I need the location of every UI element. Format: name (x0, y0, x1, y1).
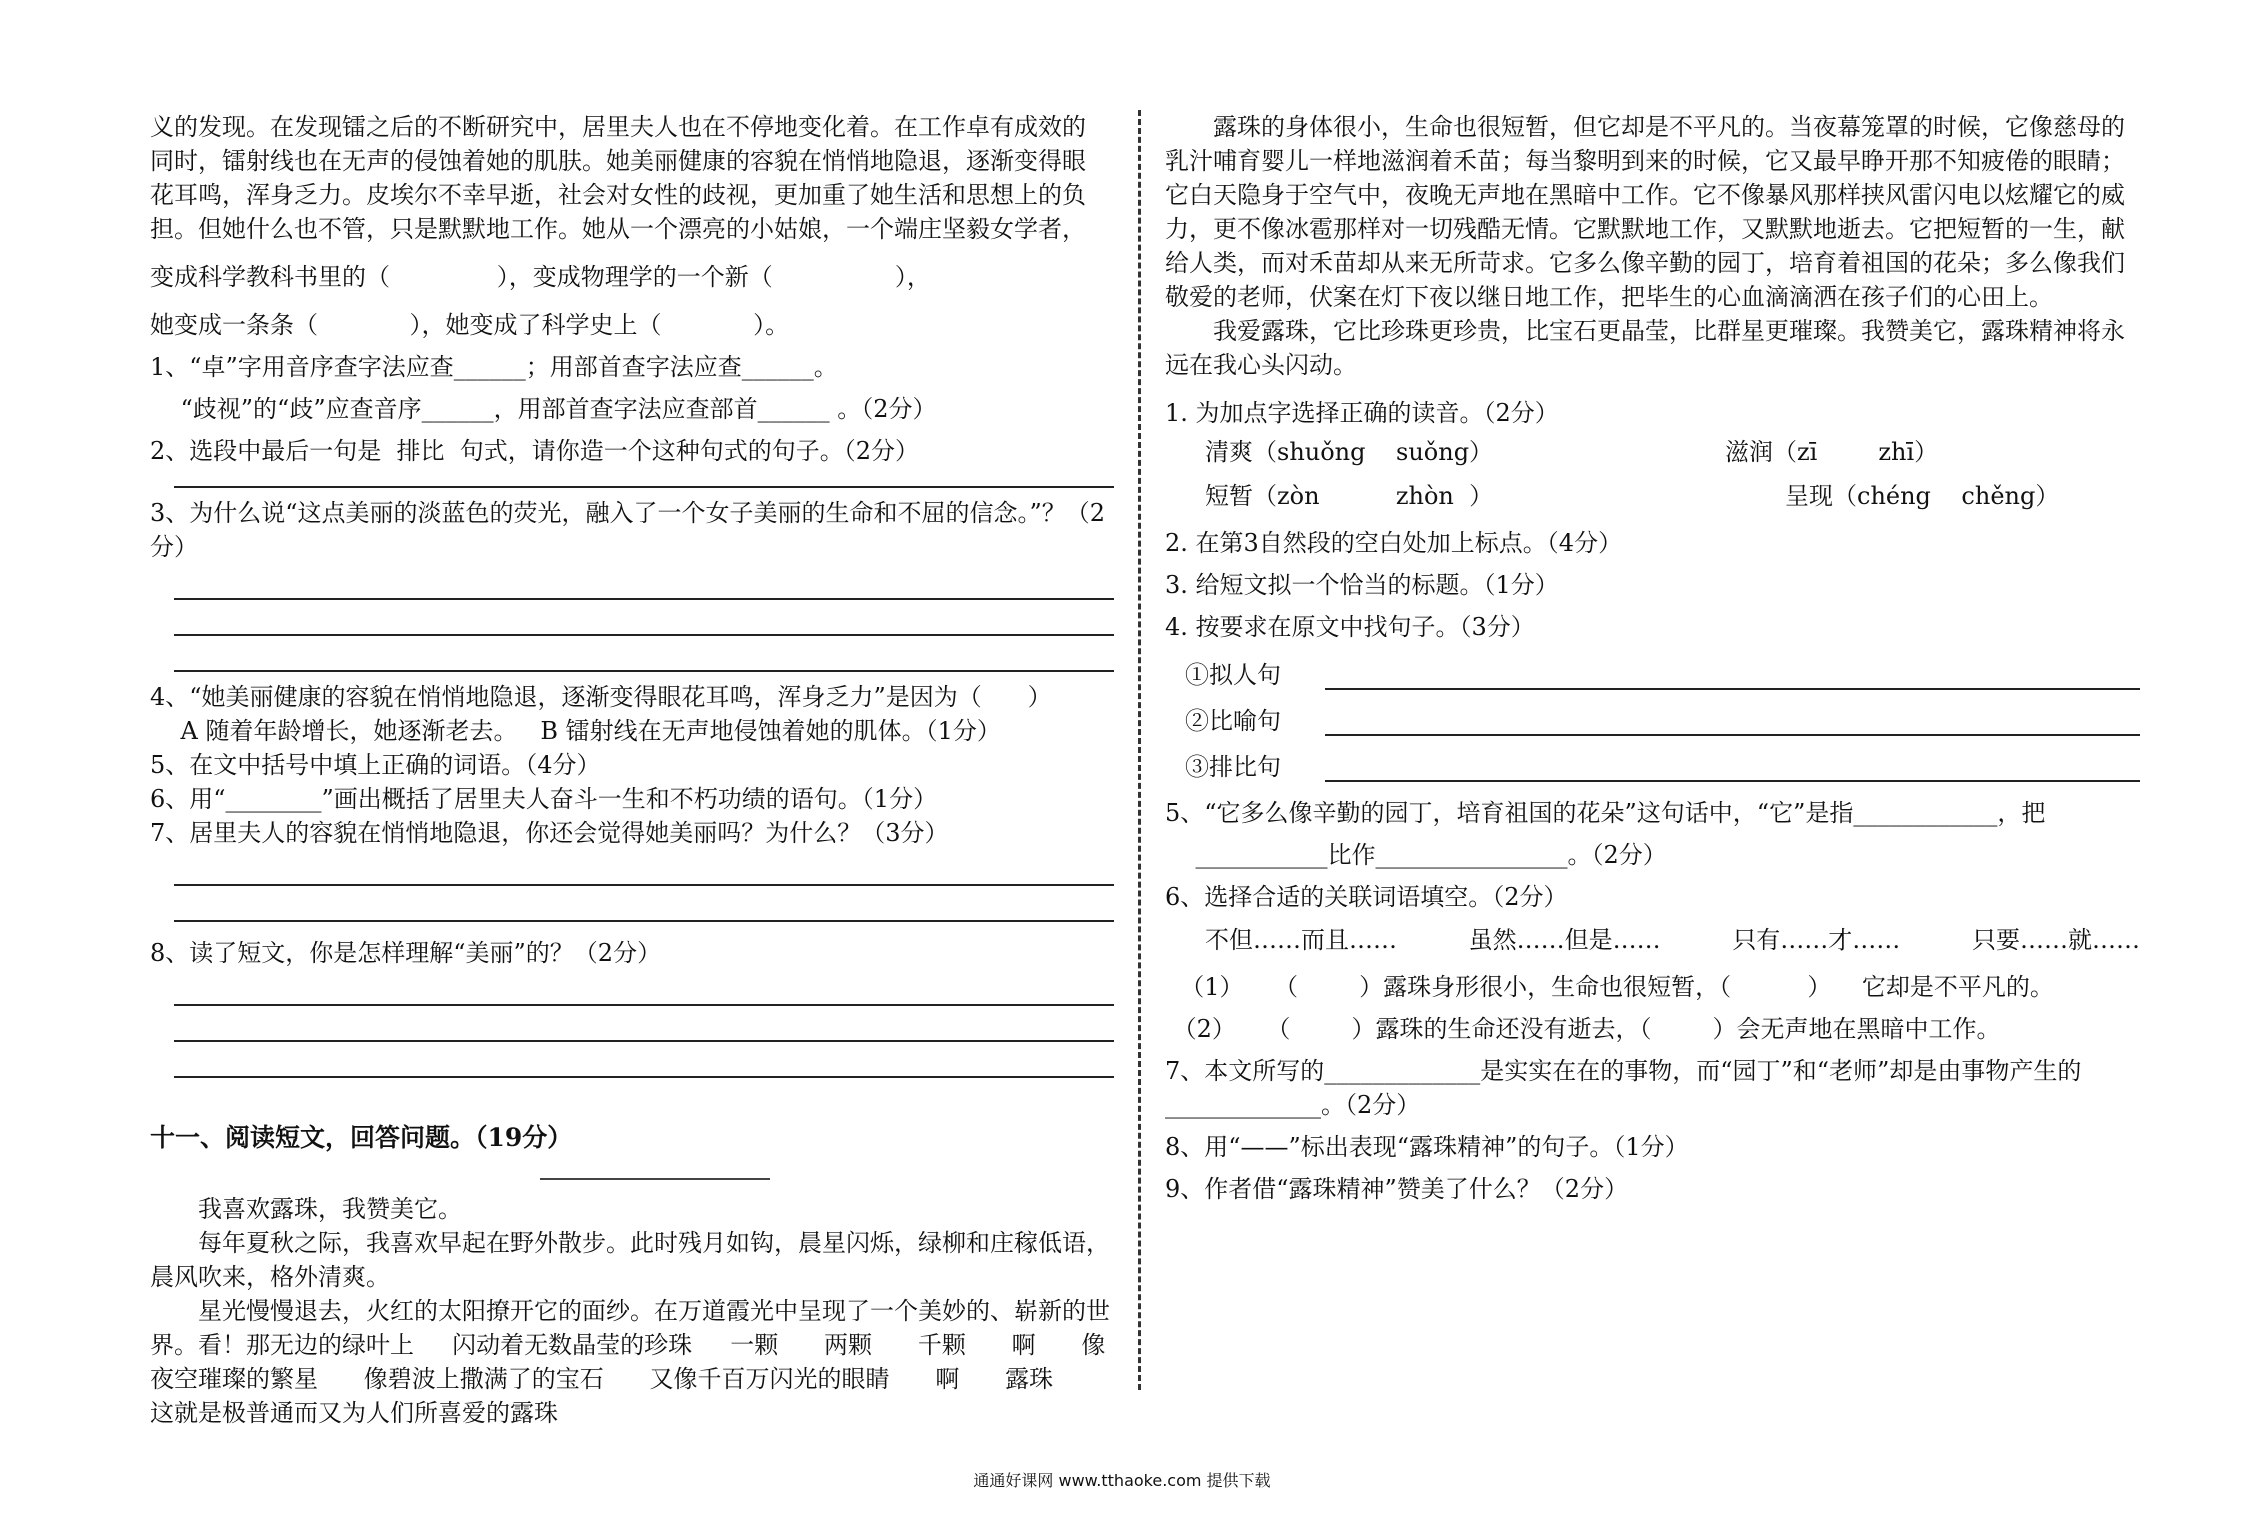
right-column (1165, 110, 2140, 1206)
question-r8: 8、用“——”标出表现“露珠精神”的句子。（1分） (1165, 1133, 1689, 1161)
question-r9: 9、作者借“露珠精神”赞美了什么？（2分） (1165, 1175, 1629, 1203)
answer-line (174, 634, 1114, 636)
title-blank (540, 1178, 770, 1180)
question-5: 5、在文中括号中填上正确的词语。（4分） (150, 751, 601, 779)
question-8: 8、读了短文，你是怎样理解“美丽”的？（2分） (150, 939, 662, 967)
answer-line (174, 884, 1114, 886)
passage-line: 她变成一条条（ ），她变成了科学史上（ ）。 (150, 311, 790, 339)
story-paragraph: 每年夏秋之际，我喜欢早起在野外散步。此时残月如钩，晨星闪烁，绿柳和庄稼低语，晨风吹来，格外清爽。 (150, 1229, 1110, 1291)
answer-line (174, 670, 1114, 672)
answer-row (1185, 654, 2140, 690)
answer-line (1325, 714, 2140, 736)
answer-line (1325, 668, 2140, 690)
passage-line: 同时，镭射线也在无声的侵蚀着她的肌肤。她美丽健康的容貌在悄悄地隐退，逐渐变得眼 (150, 147, 1086, 175)
pinyin-row (1205, 474, 2140, 518)
question-r5b: ___________比作________________。（2分） (1165, 841, 1667, 869)
left-column (150, 110, 1120, 1430)
question-3: 3、为什么说“这点美丽的淡蓝色的荧光，融入了一个女子美丽的生命和不屈的信念。”？（2分） (150, 499, 1106, 561)
answer-row (1185, 746, 2140, 782)
answer-row (1185, 700, 2140, 736)
sentence-type-label: ③排比句 (1185, 753, 1281, 781)
question-2: 2、选段中最后一句是 排比 句式，请你造一个这种句式的句子。（2分） (150, 437, 920, 465)
pinyin-item: 呈现（chéng chěng） (1785, 482, 2060, 510)
story-paragraph: 我爱露珠，它比珍珠更珍贵，比宝石更晶莹，比群星更璀璨。我赞美它，露珠精神将永远在我心头闪动。 (1165, 317, 2125, 379)
question-1a: 1、“卓”字用音序查字法应查______；用部首查字法应查______。 (150, 353, 838, 381)
conjunction-option: 只有……才…… (1732, 926, 1901, 954)
story-paragraph: 我喜欢露珠，我赞美它。 (198, 1195, 462, 1223)
passage-line: 担。但她什么也不管，只是默默地工作。她从一个漂亮的小姑娘，一个端庄坚毅女学者， (150, 215, 1086, 243)
pinyin-item: 滋润（zī zhī） (1725, 438, 1939, 466)
question-r3: 3. 给短文拟一个恰当的标题。（1分） (1165, 571, 1559, 599)
question-r2: 2. 在第3自然段的空白处加上标点。（4分） (1165, 529, 1623, 557)
question-r4: 4. 按要求在原文中找句子。（3分） (1165, 613, 1535, 641)
conjunction-option: 只要……就…… (1971, 926, 2140, 954)
conjunction-option: 不但……而且…… (1205, 926, 1397, 954)
pinyin-item: 短暂（zòn zhòn ） (1205, 482, 1494, 510)
section-title: 十一、阅读短文，回答问题。（19分） (150, 1123, 573, 1152)
story-paragraph: 星光慢慢退去，火红的太阳撩开它的面纱。在万道霞光中呈现了一个美妙的、崭新的世界。看！那无边的绿叶上 闪动着无数晶莹的珍珠 一颗 两颗 千颗 啊 像夜空璀璨的繁星 像碧波上撒满了的宝石 又像千百万闪光的眼睛 啊 露珠 这就是极普通而又为人们所喜爱的露珠 (150, 1297, 1110, 1427)
question-r6-s2: （2） （ ）露珠的生命还没有逝去，（ ）会无声地在黑暗中工作。 (1165, 1015, 2001, 1043)
question-4: 4、“她美丽健康的容貌在悄悄地隐退，逐渐变得眼花耳鸣，浑身乏力”是因为（ ） (150, 683, 1052, 711)
answer-line (1325, 760, 2140, 782)
question-r1: 1. 为加点字选择正确的读音。（2分） (1165, 399, 1559, 427)
question-6: 6、用“________”画出概括了居里夫人奋斗一生和不朽功绩的语句。（1分） (150, 785, 938, 813)
passage-line: 变成科学教科书里的（ ），变成物理学的一个新（ ）， (150, 263, 931, 291)
question-r6: 6、选择合适的关联词语填空。（2分） (1165, 883, 1568, 911)
answer-line (174, 1040, 1114, 1042)
question-4-options: A 随着年龄增长，她逐渐老去。 B 镭射线在无声地侵蚀着她的肌体。（1分） (150, 717, 1001, 745)
passage-line: 义的发现。在发现镭之后的不断研究中，居里夫人也在不停地变化着。在工作卓有成效的 (150, 113, 1086, 141)
column-divider (1138, 110, 1141, 1390)
conjunction-options (1205, 918, 2140, 962)
question-r5a: 5、“它多么像辛勤的园丁，培育祖国的花朵”这句话中，“它”是指____________，把 (1165, 799, 2046, 827)
story-paragraph: 露珠的身体很小，生命也很短暂，但它却是不平凡的。当夜幕笼罩的时候，它像慈母的乳汁哺育婴儿一样地滋润着禾苗；每当黎明到来的时候，它又最早睁开那不知疲倦的眼睛；它白天隐身于空气中，夜晚无声地在黑暗中工作。它不像暴风那样挟风雷闪电以炫耀它的威力，更不像冰雹那样对一切残酷无情。它默默地工作，又默默地逝去。它把短暂的一生，献给人类，而对禾苗却从来无所苛求。它多么像辛勤的园丁，培育着祖国的花朵；多么像我们敬爱的老师，伏案在灯下夜以继日地工作，把毕生的心血滴滴洒在孩子们的心田上。 (1165, 113, 2125, 311)
question-r7: 7、本文所写的_____________是实实在在的事物，而“园丁”和“老师”却是由事物产生的_____________。（2分） (1165, 1057, 2082, 1119)
passage-line: 花耳鸣，浑身乏力。皮埃尔不幸早逝，社会对女性的歧视，更加重了她生活和思想上的负 (150, 181, 1086, 209)
question-7: 7、居里夫人的容貌在悄悄地隐退，你还会觉得她美丽吗？为什么？（3分） (150, 819, 949, 847)
question-r6-s1: （1） （ ）露珠身形很小，生命也很短暂，（ ） 它却是不平凡的。 (1165, 973, 2054, 1001)
sentence-type-label: ②比喻句 (1185, 707, 1281, 735)
answer-line (174, 1076, 1114, 1078)
pinyin-item: 清爽（shuǒng suǒng） (1205, 438, 1494, 466)
pinyin-row (1205, 430, 2140, 474)
answer-line (174, 486, 1114, 488)
conjunction-option: 虽然……但是…… (1468, 926, 1661, 954)
question-1b: “歧视”的“歧”应查音序______，用部首查字法应查部首______ 。（2分） (150, 395, 937, 423)
answer-line (174, 920, 1114, 922)
answer-line (174, 598, 1114, 600)
footer-credit: 通通好课网 www.tthaoke.com 提供下载 (973, 1471, 1271, 1490)
answer-line (174, 1004, 1114, 1006)
sentence-type-label: ①拟人句 (1185, 661, 1281, 689)
